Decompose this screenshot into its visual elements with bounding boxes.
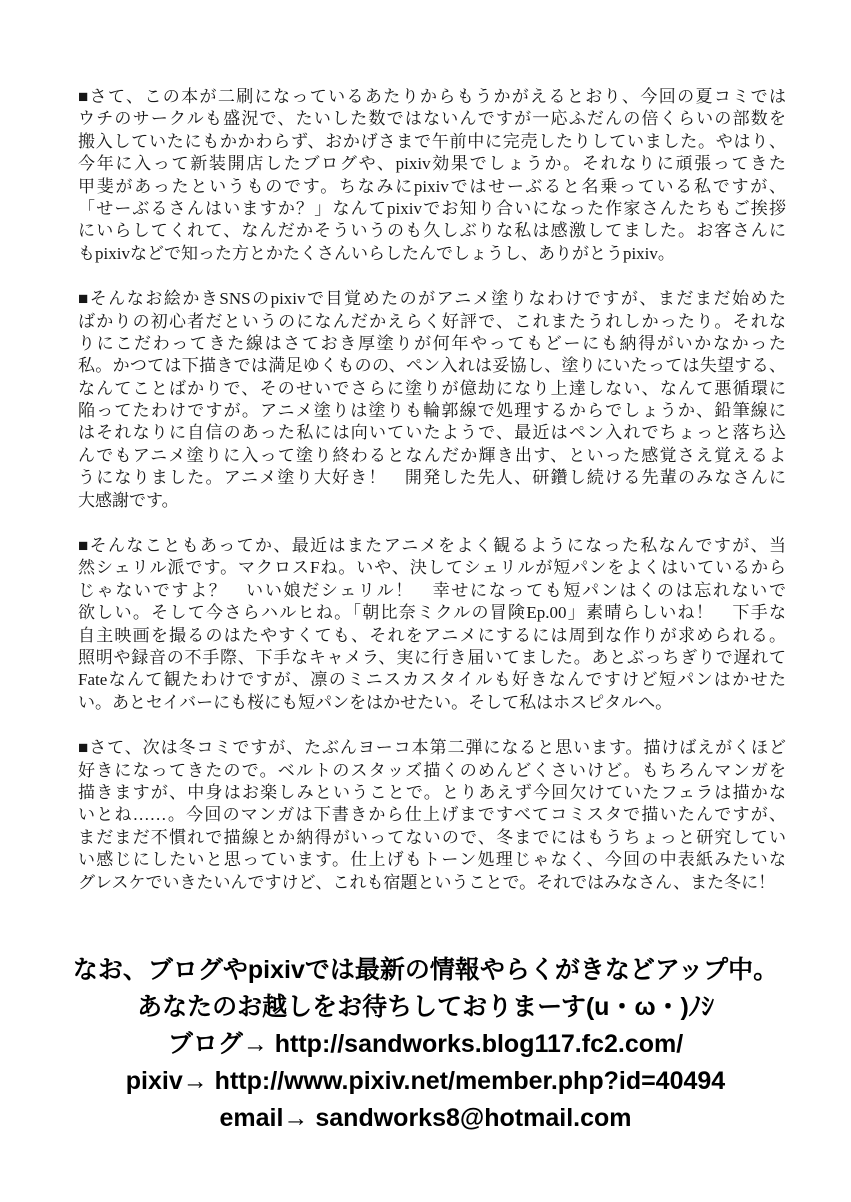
footer-blog-url: ブログ→ http://sandworks.blog117.fc2.com/ (167, 1030, 684, 1058)
text-line: にいらしてくれて、なんだかそういうのも久しぶりな私は感激してました。お客さんに (78, 221, 786, 241)
text-line: もpixivなどで知った方とかたくさんいらしたんでしょうし、ありがとうpixiv。 (78, 243, 675, 263)
text-line: ばかりの初心者だというのになんだかえらく好評で、これまたうれしかったり。それな (78, 311, 786, 331)
text-line: 搬入していたにもかかわらず、おかげさまで午前中に完売したりしていました。やはり、 (78, 131, 786, 151)
text-line: 欲しい。そして今さらハルヒね。「朝比奈ミクルの冒険Ep.00」素晴らしいね！ 下手な (78, 603, 786, 623)
afterword-body-text (78, 86, 786, 917)
text-line: 甲斐があったというものです。ちなみにpixivではせーぶると名乗っている私ですが、 (78, 176, 786, 196)
footer-update-note: なお、ブログやpixivでは最新の情報やらくがきなどアップ中。 (72, 956, 779, 984)
text-line: い感じにしたいと思っています。仕上げもトーン処理じゃなく、今回の中表紙みたいな (78, 850, 786, 870)
text-line: グレスケでいきたいんですけど、これも宿題ということで。それではみなさん、また冬に！ (78, 872, 776, 892)
text-line: 今年に入って新装開店したブログや、pixiv効果でしょうか。それなりに頑張ってきた (78, 154, 786, 174)
text-line: 描きますが、中身はお楽しみということで。とりあえず今回欠けていたフェラは描かな (78, 782, 786, 802)
paragraph-summer-comiket (78, 86, 786, 265)
text-line: ■そんなこともあってか、最近はまたアニメをよく観るようになった私なんですが、当 (78, 536, 786, 556)
text-line: りにこだわってきた線はさておき厚塗りが何年やってもどーにも納得がいかなかった (78, 333, 786, 353)
footer-welcome-note: あなたのお越しをお待ちしておりまーす(u・ω・)ﾉｼ (137, 993, 714, 1021)
text-line: 照明や録音の不手際、下手なキャメラ、実に行き届いてました。あとぶっちぎりで遅れて (78, 647, 786, 667)
footer-email: email→ sandworks8@hotmail.com (219, 1104, 632, 1132)
paragraph-anime-coloring (78, 288, 786, 512)
text-line: ■そんなお絵かきSNSのpixivで目覚めたのがアニメ塗りなわけですが、まだまだ始めた (78, 289, 786, 309)
text-line: 然シェリル派です。マクロスFね。いや、決してシェリルが短パンをよくはいているから (78, 558, 786, 578)
text-line: ■さて、この本が二刷になっているあたりからもうかがえるとおり、今回の夏コミでは (78, 87, 786, 106)
text-line: ■さて、次は冬コミですが、たぶんヨーコ本第二弾になると思います。描けばえがくほど (78, 738, 786, 758)
text-line: 好きになってきたので。ベルトのスタッズ描くのめんどくさいけど。もちろんマンガを (78, 760, 786, 780)
text-line: 「せーぶるさんはいますか？」なんてpixivでお知り合いになった作家さんたちもご挨拶 (78, 198, 786, 218)
paragraph-anime-watching (78, 535, 786, 714)
text-line: Fateなんて観たわけですが、凛のミニスカスタイルも好きなんですけど短パンはかせた (78, 670, 786, 690)
text-line: い。あとセイバーにも桜にも短パンをはかせたい。そして私はホスピタルへ。 (78, 692, 673, 712)
paragraph-winter-comiket (78, 737, 786, 894)
text-line: 陥ってたわけですが。アニメ塗りは塗りも輪郭線で処理するからでしょうか、鉛筆線に (78, 401, 786, 421)
footer-pixiv-url: pixiv→ http://www.pixiv.net/member.php?id=40494 (125, 1067, 726, 1095)
text-line: まだまだ不慣れで描線とか納得がいってないので、冬までにはもうちょっと研究してい (78, 827, 786, 847)
text-line: 自主映画を撮るのはたやすくても、それをアニメにするには周到な作りが求められる。 (78, 625, 786, 645)
text-line: ウチのサークルも盛況で、たいした数ではないんですが一応ふだんの倍くらいの部数を (78, 109, 786, 129)
contact-info-block (0, 952, 851, 1137)
text-line: じゃないですよ？ いい娘だシェリル！ 幸せになっても短パンはくのは忘れないで (78, 580, 786, 600)
text-line: いとね……。今回のマンガは下書きから仕上げまですべてコミスタで描いたんですが、 (78, 805, 786, 825)
text-line: んでもアニメ塗りに入って塗り終わるとなんだか輝き出す、といった感覚さえ覚えるよ (78, 445, 786, 465)
text-line: 私。かつては下描きでは満足ゆくものの、ペン入れは妥協し、塗りにいたっては失望する、 (78, 356, 786, 376)
text-line: うになりました。アニメ塗り大好き！ 開発した先人、研鑽し続ける先輩のみなさんに (78, 468, 786, 488)
text-line: 大感謝です。 (78, 490, 179, 510)
text-line: なんてことばかりで、そのせいでさらに塗りが億劫になり上達しない、なんて悪循環に (78, 378, 786, 398)
text-line: はそれなりに自信のあった私には向いていたようで、最近はペン入れでちょっと落ち込 (78, 423, 786, 443)
